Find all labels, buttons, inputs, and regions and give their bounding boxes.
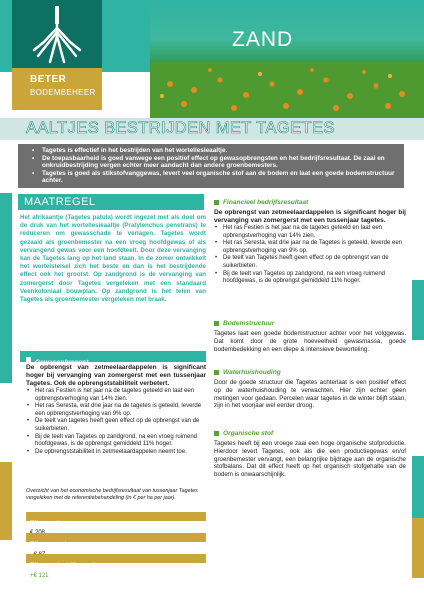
- table-header-costs: [26, 512, 206, 527]
- gewasopbrengst-bullet: • Bij de teelt van Tagetes op zandgrond, na een vroeg ruimend hoofdgewas, is de opbrengst gemiddeld 11% hoger.: [26, 434, 206, 449]
- waterhuishouding-text: Door de goede structuur die Tagetes achterlaat is een positief effect op de waterhuishouding te verwachten. Hier zijn echter geen metingen voor gedaan. Percelen waar tagetes in de winter blijft staan, zijn in het voorjaar wel eerder droog.: [214, 379, 406, 410]
- section-marker: [214, 200, 219, 205]
- table-label: Effect op opbrengsten: [30, 542, 94, 548]
- section-marker: [26, 357, 31, 362]
- financieel-heading-row: [214, 199, 308, 206]
- gewasopbrengst-body: [26, 364, 206, 456]
- summary-bullet: • De toepasbaarheid is goed vanwege een positief effect op gewasopbrengsten en het bedrijfsresultaat. De zaai en onkruidbestrijding vergen echter meer aandacht dan andere groenbemesters.: [32, 155, 404, 170]
- table-header-yield: [26, 533, 206, 548]
- table-value-result: [26, 564, 206, 579]
- left-gold-bar: [0, 462, 12, 540]
- waterhuishouding-heading-row: [214, 369, 281, 376]
- bodemstructuur-text: Tagetes laat een goede bodemstructuur achter voor het volggewas. Dat komt door de grote hoeveelheid gewasmassa, goede bodembedekking en een diepe & intensieve beworteling.: [214, 330, 406, 353]
- table-header-result: [26, 554, 206, 569]
- bodemstructuur-heading: Bodemstructuur: [223, 320, 275, 327]
- table-value-costs: [26, 521, 206, 530]
- table-value-yield: [26, 543, 206, 552]
- waterhuishouding-heading: Waterhuishouding: [223, 369, 281, 376]
- organische-stof-text: Tagetes heeft bij een vroege zaai een hoge organische stofproductie. Hierdoor levert Tagetes, ook als die een productiegewas en/of groenbemester vervangt, een belangrijke bijdrage aan de organische stofbalans. Dat dit effect heeft op het organisch stofgehalte van de bodem is onwaarschijnlijk.: [214, 440, 406, 479]
- logo-text-beter: BETER: [30, 74, 67, 85]
- gewasopbrengst-header: [20, 351, 206, 366]
- table-label: Effect op kosten: [30, 521, 77, 527]
- right-accent-bar: [412, 280, 424, 340]
- maatregel-title: MAATREGEL: [24, 196, 96, 208]
- financieel-heading: Financieel bedrijfsresultaat: [223, 199, 309, 206]
- organische-stof-heading-row: [214, 430, 273, 437]
- gewasopbrengst-bullet: • Het ras Festien is het jaar na de tagetes geteeld en laat een opbrengstverhoging van 14% zien.: [26, 388, 206, 403]
- summary-bullet: • Tagetes is goed als stikstofvanggewas, levert veel organische stof aan de bodem en laat een goede bodemstructuur achter.: [32, 170, 404, 185]
- logo-text-bodembeheer: BODEMBEHEER: [30, 88, 96, 97]
- summary-bullet: • Tagetes is effectief in het bestrijden van het wortellesieaaltje.: [32, 147, 404, 155]
- page-title: AALTJES BESTRIJDEN MET TAGETES: [26, 119, 335, 137]
- organische-stof-heading: Organische stof: [223, 430, 274, 437]
- table-value: +€ 121: [30, 573, 49, 579]
- maatregel-text: Het afrikaantje (Tagetes patula) wordt ingezet met als doel om de druk van het wortellesieaaltje (Pratylenchus penetrans) te reduceren om gewasschade te verlagen. Tagetes wordt gezaaid als groenbemester na een vroeg hoofdgewas of als vervangend gewas voor een hoofdteelt. Door deze vervanging kan de Tagetes lang op het land staan. In de zomer ontwikkelt het wortelstelsel zich het beste en dan is het bestrijdende effect ook het grootst. Op zandgrond is de vervanging van zomergerst door Tagetes vergeleken met een standaard Veenkoloniaal bouwplan. Op zandgrond is het telen van Tagetes als groenbemester vergeleken met braak.: [20, 214, 206, 304]
- bodemstructuur-heading-row: [214, 320, 274, 327]
- table-label: Effect op bedrijfsresultaat: [30, 563, 105, 569]
- gewasopbrengst-bullet: • De teelt van tagetes heeft geen effect op de opbrengst van de suikerbieten.: [26, 418, 206, 433]
- financieel-body: [214, 209, 406, 286]
- financieel-bullet: • Bij de teelt van Tagetes op zandgrond, na een vroeg ruimend hoofdgewas, is de opbrengst gemiddeld 11% hoger.: [214, 271, 406, 286]
- financieel-bullet: • Het ras Festien is het jaar na de tagetes geteeld en laat een opbrengstverhoging van 14% zien.: [214, 225, 406, 240]
- gewasopbrengst-heading: Gewasopbrengst: [35, 359, 89, 366]
- section-marker: [214, 370, 219, 375]
- financieel-bullet: • De teelt van Tagetes heeft geen effect op de opbrengst van de suikerbieten.: [214, 255, 406, 270]
- financieel-bullet: • Het ras Seresta, wat drie jaar na de Tagetes is geteeld, leverde een opbrengstverhoging van 9% op.: [214, 240, 406, 255]
- gewasopbrengst-bullet: • Het ras Seresta, wat drie jaar na de tagetes is geteeld, leverde een opbrengstverhoging van 9% op.: [26, 403, 206, 418]
- gewasopbrengst-lead: De opbrengst van zetmeelaardappelen is significant hoger bij vervanging van zomergerst met een tussenjaar Tagetes. Ook de opbrengststabiliteit verbetert.: [26, 364, 206, 387]
- section-marker: [214, 321, 219, 326]
- financieel-lead: De opbrengst van zetmeelaardappelen is significant hoger bij vervanging van zomergerst met een tussenjaar tagetes.: [214, 209, 406, 224]
- section-marker: [214, 431, 219, 436]
- left-accent-bar: [0, 193, 12, 383]
- section-label: ZAND: [232, 28, 294, 51]
- right-accent-bar: [412, 456, 424, 518]
- table-caption: Overzicht van het economische bedrijfsresultaat van tussenjaar Tagetes vergeleken met de referentiebehandeling (in € per ha per jaar).: [26, 488, 198, 501]
- right-gold-bar: [412, 518, 424, 578]
- summary-box: [18, 144, 404, 188]
- gewasopbrengst-bullet: • De opbrengststabiliteit in zetmeelaardappelen neemt toe.: [26, 449, 206, 457]
